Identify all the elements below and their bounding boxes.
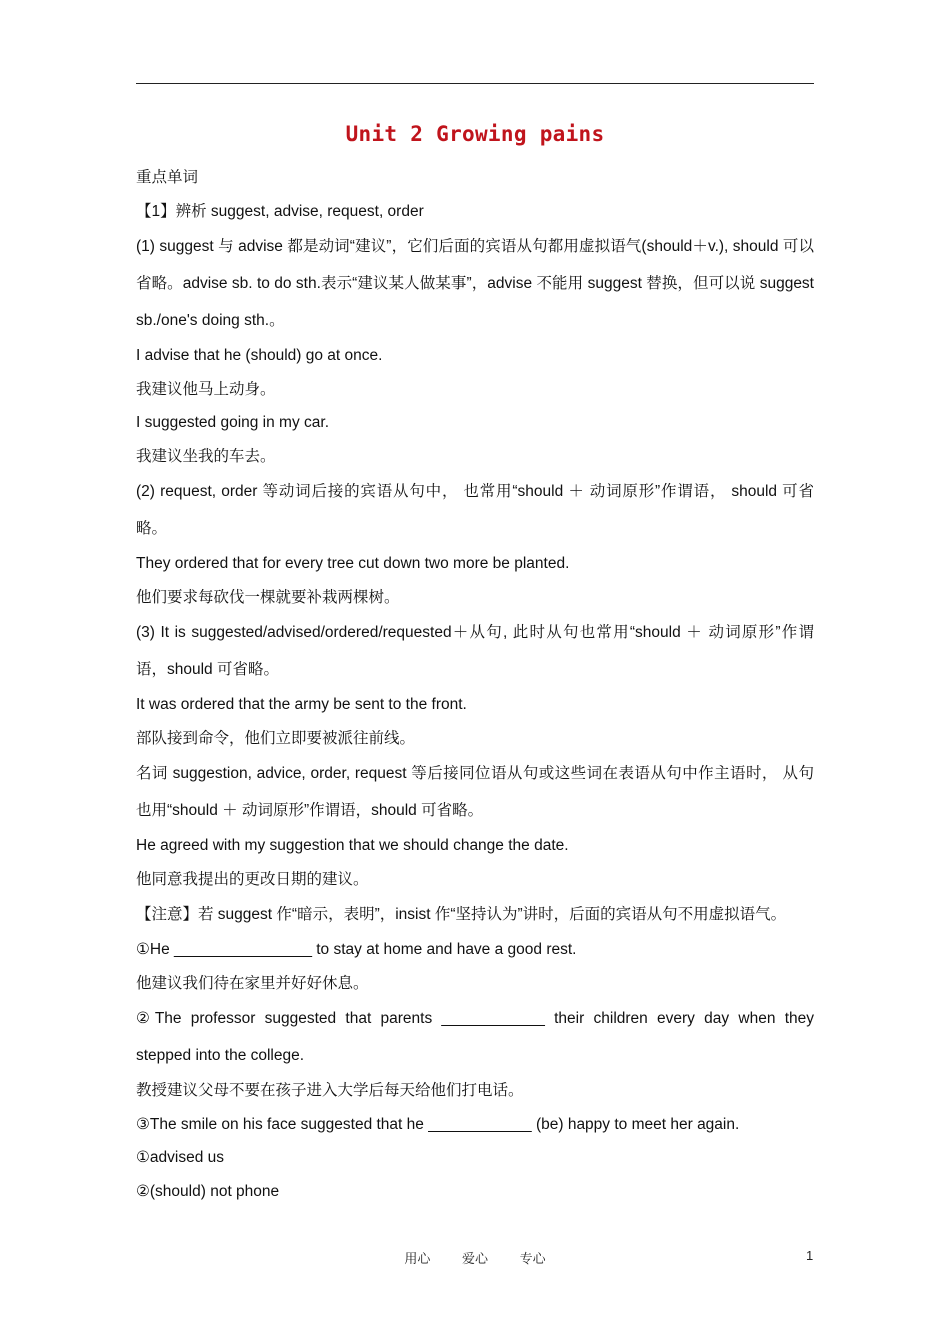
example-sentence: I suggested going in my car. <box>136 414 330 431</box>
explanation-paragraph: 名词 suggestion, advice, order, request 等后接同位语从句或这些词在表语从句中作主语时， 从句也用“should ＋ 动词原形”作谓语，should 可省略。 <box>136 765 814 819</box>
section-heading: 重点单词 <box>136 169 199 186</box>
example-sentence: It was ordered that the army be sent to the front. <box>136 696 467 713</box>
exercise-translation: 他建议我们待在家里并好好休息。 <box>136 974 369 992</box>
example-translation: 部队接到命令，他们立即要被派往前线。 <box>136 729 416 747</box>
example-translation: 我建议坐我的车去。 <box>136 447 276 465</box>
exercise-item: ①He ________________ to stay at home and have a good rest. <box>136 941 577 958</box>
example-sentence: I advise that he (should) go at once. <box>136 347 383 364</box>
explanation-paragraph: (3) It is suggested/advised/ordered/requested＋从句, 此时从句也常用“should ＋ 动词原形”作谓语，should 可省略。 <box>136 624 814 678</box>
footer-word: 爱心 <box>461 1251 488 1266</box>
answer-item: ②(should) not phone <box>136 1182 280 1200</box>
explanation-paragraph: (1) suggest 与 advise 都是动词“建议”，它们后面的宾语从句都用虚拟语气(should＋v.), should 可以省略。advise sb. to do sth.表示“建议某人做某事”，advise 不能用 suggest 替换，但可以说 suggest sb./one's doing sth.。 <box>136 238 814 329</box>
answer-item: ①advised us <box>136 1149 224 1166</box>
header-rule <box>136 83 814 84</box>
note-paragraph: 【注意】若 suggest 作“暗示，表明”，insist 作“坚持认为”讲时，后面的宾语从句不用虚拟语气。 <box>136 906 787 923</box>
example-translation: 他同意我提出的更改日期的建议。 <box>136 870 369 888</box>
exercise-item: ②The professor suggested that parents ____________ their children every day when they stepped into the college. <box>136 1010 814 1064</box>
exercise-item: ③The smile on his face suggested that he ____________ (be) happy to meet her again. <box>136 1115 740 1133</box>
document-body <box>136 161 814 1208</box>
page-number: 1 <box>806 1248 814 1263</box>
topic-heading: 【1】辨析 suggest, advise, request, order <box>136 202 424 220</box>
footer-word: 专心 <box>519 1251 546 1266</box>
exercise-translation: 教授建议父母不要在孩子进入大学后每天给他们打电话。 <box>136 1082 524 1099</box>
page-title: Unit 2 Growing pains <box>345 122 605 146</box>
example-sentence: They ordered that for every tree cut down two more be planted. <box>136 555 570 572</box>
example-sentence: He agreed with my suggestion that we should change the date. <box>136 837 569 854</box>
example-translation: 我建议他马上动身。 <box>136 380 276 398</box>
footer-word: 用心 <box>404 1251 431 1266</box>
example-translation: 他们要求每砍伐一棵就要补栽两棵树。 <box>136 588 400 606</box>
explanation-paragraph: (2) request, order 等动词后接的宾语从句中， 也常用“should ＋ 动词原形”作谓语， should 可省略。 <box>136 483 814 537</box>
